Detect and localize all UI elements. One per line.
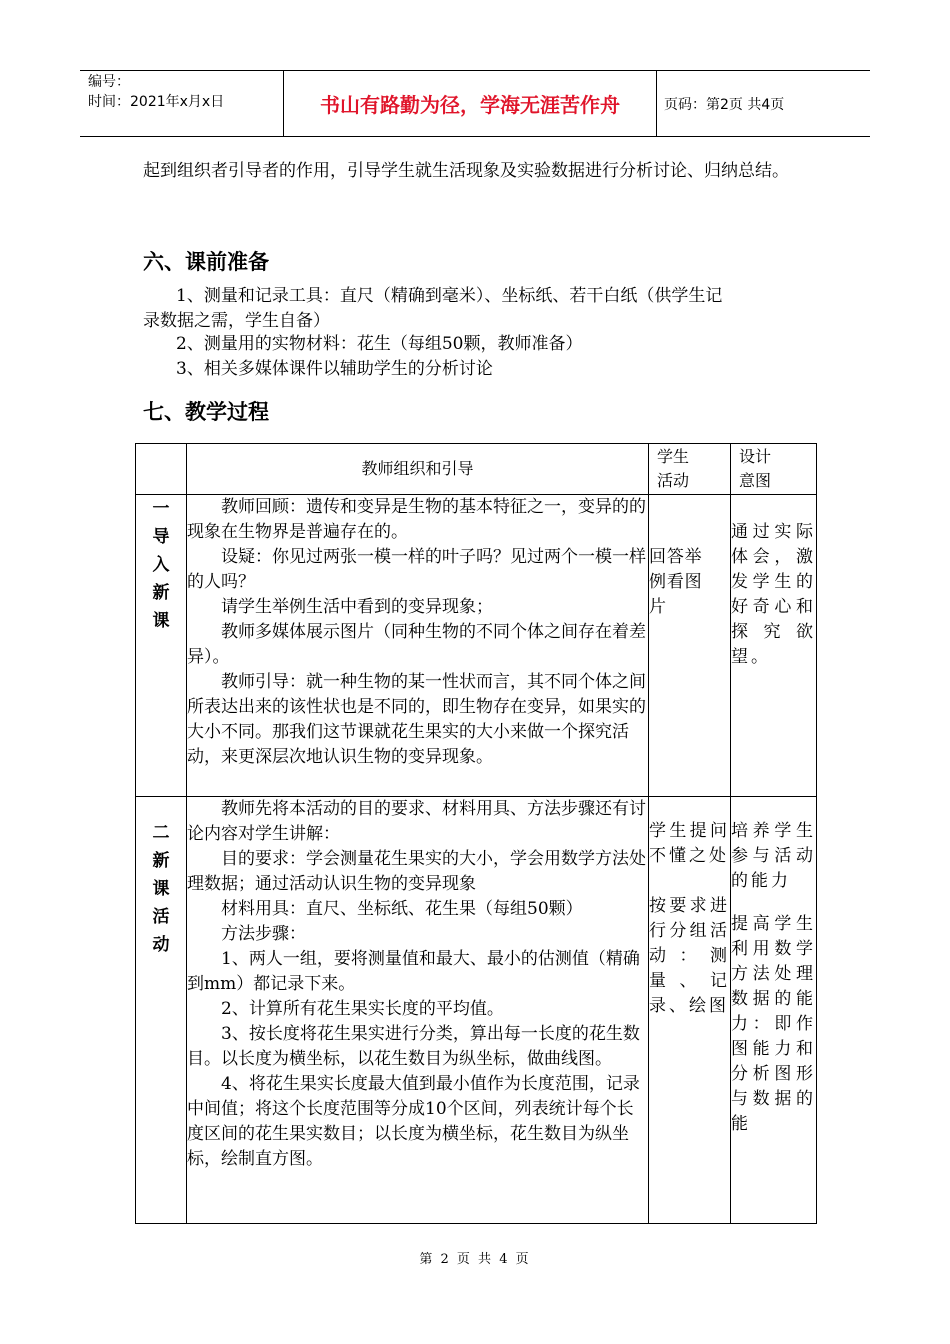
header-student-text: 学生活动 xyxy=(657,447,690,490)
teacher-paragraph: 2、计算所有花生果实长度的平均值。 xyxy=(221,999,504,1019)
student-activity-text: 学生提问不懂之处 xyxy=(649,821,730,866)
teacher-paragraph: 设疑：你见过两张一模一样的叶子吗？见过两个一模一样的人吗？ xyxy=(187,547,646,592)
teacher-paragraph: 教师先将本活动的目的要求、材料用具、方法步骤还有讨论内容对学生讲解： xyxy=(187,799,646,844)
teacher-cell-activity xyxy=(187,797,649,1224)
teacher-cell-intro xyxy=(187,495,649,797)
intro-paragraph: 起到组织者引导者的作用，引导学生就生活现象及实验数据进行分析讨论、归纳总结。 xyxy=(143,161,789,181)
teacher-paragraph: 教师回顾：遗传和变异是生物的基本特征之一，变异的的现象在生物界是普遍存在的。 xyxy=(187,497,646,542)
stage-cell-activity xyxy=(136,797,187,1224)
header-page-code: 页码：第2页 共4页 xyxy=(664,97,785,113)
header-motto: 书山有路勤为径，学海无涯苦作舟 xyxy=(283,70,657,136)
section7-title: 七、教学过程 xyxy=(143,400,269,424)
design-intent-text: 提高学生利用数学方法处理数据的能力：即作图能力和分析图形与数据的能 xyxy=(731,914,816,1134)
header-intent-text: 设计意图 xyxy=(739,447,772,490)
student-activity-text: 回答举例看图片 xyxy=(649,547,702,617)
teacher-paragraph: 材料用具：直尺、坐标纸、花生果（每组50颗） xyxy=(221,899,583,919)
table-header-row xyxy=(136,444,817,495)
intent-cell-activity xyxy=(731,797,817,1224)
student-cell-activity xyxy=(649,797,731,1224)
teacher-paragraph: 1、两人一组，要将测量值和最大、最小的估测值（精确到mm）都记录下来。 xyxy=(187,949,640,994)
section6-title: 六、课前准备 xyxy=(143,250,269,274)
stage-char: 新 xyxy=(152,851,170,871)
stage-char: 一 xyxy=(152,499,170,519)
teacher-paragraph: 教师引导：就一种生物的某一性状而言，其不同个体之间所表达出来的该性状也是不同的，即生物存在变异，如果实的大小不同。那我们这节课就花生果实的大小来做一个探究活动，来更深层次地认识生物的变异现象。 xyxy=(187,672,646,767)
stage-char: 课 xyxy=(152,611,170,631)
intent-cell-intro xyxy=(731,495,817,797)
design-intent-text: 通过实际体会，激发学生的好奇心和探究欲望。 xyxy=(731,522,816,667)
header-bottom-rule xyxy=(80,136,870,137)
teacher-paragraph: 4、将花生果实长度最大值到最小值作为长度范围，记录中间值；将这个长度范围等分成10个区间，列表统计每个长度区间的花生果实数目；以长度为横坐标，花生数目为纵坐标，绘制直方图。 xyxy=(187,1074,640,1169)
teacher-paragraph: 方法步骤： xyxy=(221,924,306,944)
table-row-activity xyxy=(136,797,817,1224)
teacher-paragraph: 目的要求：学会测量花生果实的大小，学会用数学方法处理数据；通过活动认识生物的变异现象 xyxy=(187,849,646,894)
stage-char: 入 xyxy=(152,555,170,575)
stage-char: 新 xyxy=(152,583,170,603)
header-date: 时间：2021年x月x日 xyxy=(88,94,225,110)
stage-cell-intro xyxy=(136,495,187,797)
header-meta xyxy=(88,72,224,112)
student-cell-intro xyxy=(649,495,731,797)
page-footer: 第 2 页 共 4 页 xyxy=(419,1252,531,1267)
header-cell-intent xyxy=(731,444,817,495)
prep-item-3: 3、相关多媒体课件以辅助学生的分析讨论 xyxy=(176,359,493,379)
prep-item-2: 2、测量用的实物材料：花生（每组50颗，教师准备） xyxy=(176,334,583,354)
stage-char: 动 xyxy=(152,935,170,955)
student-activity-text: 按要求进行分组活动：测量、记录、绘图 xyxy=(649,896,730,1016)
header-cell-stage xyxy=(136,444,187,495)
stage-char: 活 xyxy=(152,907,170,927)
design-intent-text: 培养学生参与活动的能力 xyxy=(731,821,816,891)
stage-char: 二 xyxy=(152,823,170,843)
teacher-paragraph: 请学生举例生活中看到的变异现象； xyxy=(221,597,493,617)
teacher-paragraph: 3、按长度将花生果实进行分类，算出每一长度的花生数目。以长度为横坐标，以花生数目为纵坐标，做曲线图。 xyxy=(187,1024,640,1069)
header-number-label: 编号： xyxy=(88,74,130,90)
stage-char: 导 xyxy=(152,527,170,547)
prep-item-1: 1、测量和记录工具：直尺（精确到毫米）、坐标纸、若干白纸（供学生记 xyxy=(176,286,723,306)
teaching-process-table xyxy=(135,443,817,1224)
prep-item-1-cont: 录数据之需，学生自备） xyxy=(143,311,330,331)
table-row-intro xyxy=(136,495,817,797)
stage-char: 课 xyxy=(152,879,170,899)
header-cell-teacher: 教师组织和引导 xyxy=(187,444,649,495)
header-cell-student xyxy=(649,444,731,495)
teacher-paragraph: 教师多媒体展示图片（同种生物的不同个体之间存在着差异）。 xyxy=(187,622,646,667)
